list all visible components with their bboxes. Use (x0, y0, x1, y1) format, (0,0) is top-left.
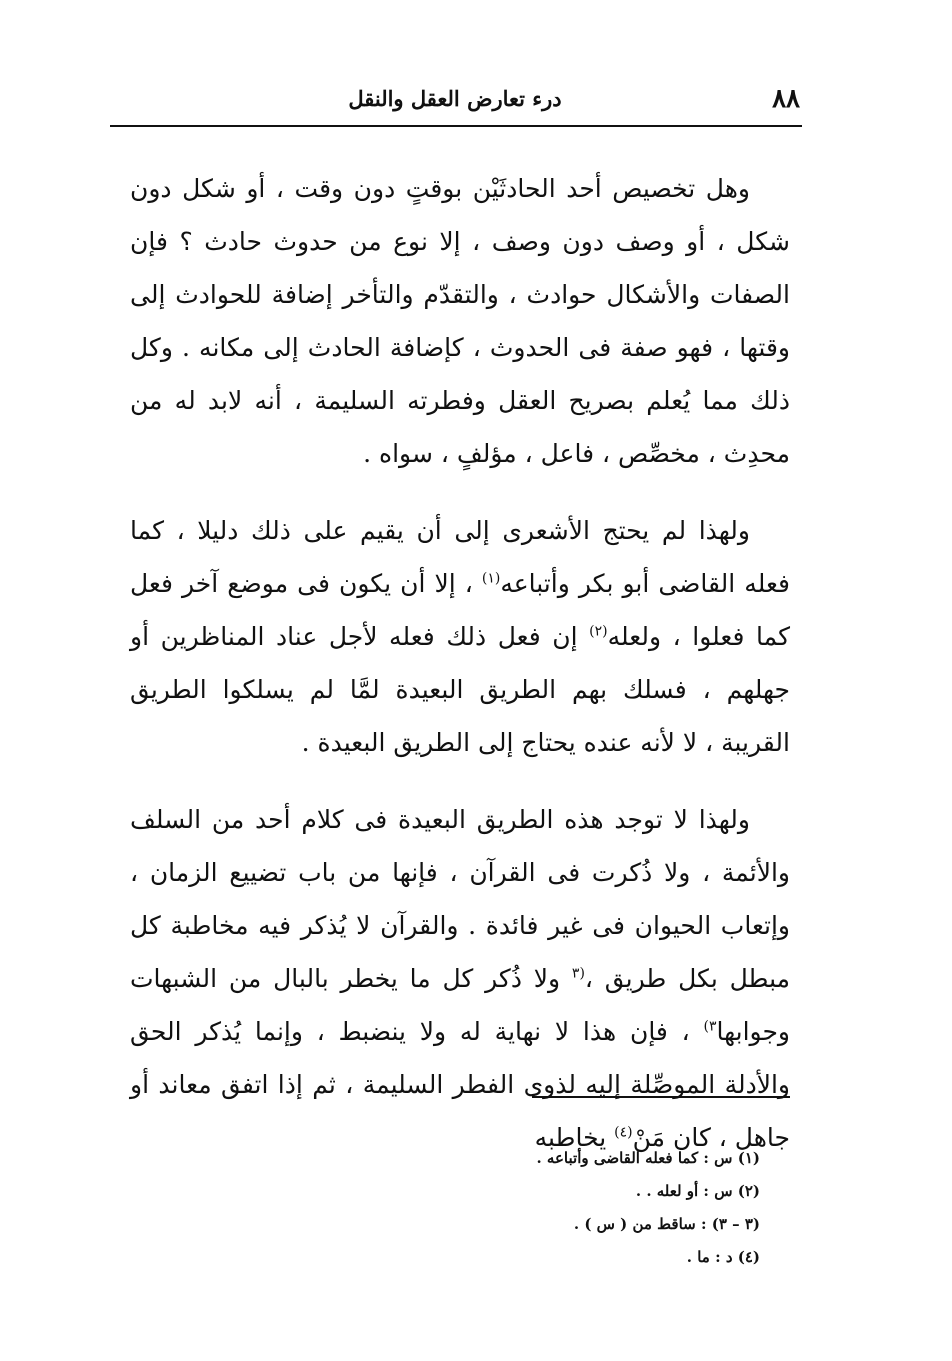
footnote-3: (٣ – ٣) : ساقط من ( س ) . (573, 1215, 760, 1233)
page-number: ٨٨ (772, 84, 800, 114)
paragraph-3-text-d: يخاطبه (534, 1123, 615, 1152)
paragraph-2-text-b: ، إلا أن يكون فى موضع آخر فعل كما فعلوا ، ولعله (130, 569, 790, 651)
header-rule (110, 125, 802, 127)
paragraph-1: وهل تخصيص أحد الحادثَيْن بوقتٍ دون وقت ، أو شكل دون شكل ، أو وصف دون وصف ، إلا نوع من حدوث حادث ؟ فإن الصفات والأشكال حوادث ، والتقدّم والتأخر إضافة للحوادث إلى وقتها ، فهو صفة فى الحدوث ، كإضافة الحادث إلى مكانه . وكل ذلك مما يُعلم بصريح العقل وفطرته السليمة ، أنه لابد له من محدِث ، مخصِّص ، فاعل ، مؤلفٍ ، سواه . (130, 174, 790, 468)
page-header (110, 80, 800, 120)
footnote-ref-2: (٢) (589, 623, 608, 640)
running-title: درء تعارض العقل والنقل (348, 86, 562, 111)
paragraph-2-text-c: إن فعل ذلك فعله لأجل عناد المناظرين أو جهلهم ، فسلك بهم الطريق البعيدة لمَّا لم يسلكوا الطريق القريبة ، لا لأنه عنده يحتاج إلى الطريق البعيدة . (130, 622, 790, 757)
paragraph-2-text-a: ولهذا لم يحتج الأشعرى إلى أن يقيم على ذلك دليلا ، كما فعله القاضى أبو بكر وأتباعه (130, 516, 790, 598)
footnote-rule (532, 1096, 790, 1098)
footnote-ref-4: (٤) (614, 1124, 633, 1141)
footnote-ref-3-open: (٣ (571, 965, 585, 982)
footnote-1: (١) س : كما فعله القاضى وأتباعه . (536, 1149, 760, 1167)
footnotes (300, 1142, 760, 1274)
footnote-4: (٤) د : ما . (686, 1248, 760, 1266)
paragraph-3-text-b: ولا ذُكر كل ما يخطر بالبال من الشبهات وجوابها (130, 964, 790, 1046)
paragraph-3 (130, 793, 790, 1164)
footnote-ref-3-close: ٣) (703, 1018, 717, 1035)
paragraph-2 (130, 504, 790, 769)
footnote-ref-1: (١) (481, 570, 501, 587)
main-text (130, 162, 790, 1188)
paragraph-3-text-a: ولهذا لا توجد هذه الطريق البعيدة فى كلام أحد من السلف والأئمة ، ولا ذُكرت فى القرآن ، فإنها من باب تضييع الزمان ، وإتعاب الحيوان فى غير فائدة . والقرآن لا يُذكر فيه مخاطبة كل مبطل بكل طريق ، (130, 805, 790, 993)
paragraph-3-text-c: ، فإن هذا لا نهاية له ولا ينضبط ، وإنما يُذكر الحق والأدلة الموصِّلة إليه لذوى الفطر السليمة ، ثم إذا اتفق معاند أو جاهل ، كان مَنْ (130, 1017, 790, 1152)
footnote-2: (٢) س : أو لعله . . (635, 1182, 760, 1200)
